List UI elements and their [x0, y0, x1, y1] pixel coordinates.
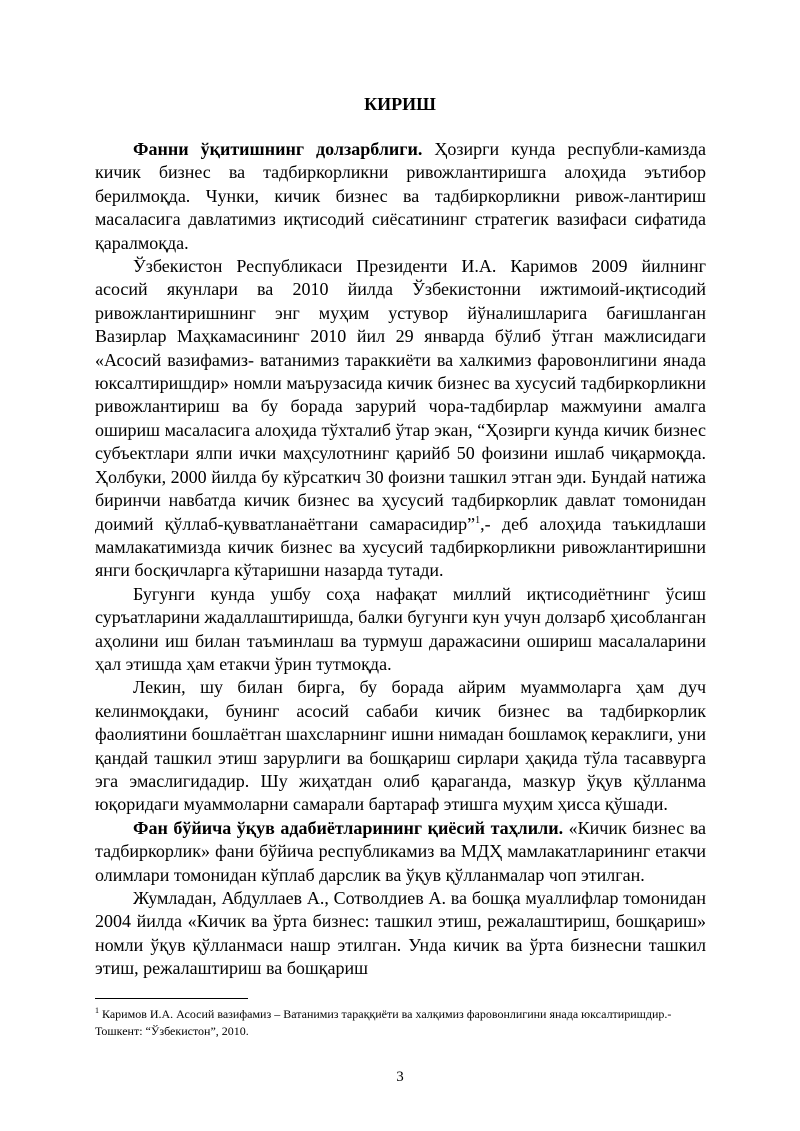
body-text — [95, 138, 706, 981]
paragraph-lead: Фанни ўқитишнинг долзарблиги. — [133, 139, 423, 159]
paragraph-today — [95, 583, 706, 677]
footnote — [95, 1006, 706, 1040]
paragraph-relevance — [95, 138, 706, 255]
footnote-separator — [95, 998, 248, 999]
page-title: КИРИШ — [364, 94, 436, 114]
paragraph-authors — [95, 887, 706, 981]
paragraph-problems — [95, 676, 706, 816]
footnote-reference[interactable]: 1 — [475, 514, 481, 526]
paragraph-text-continued: ,- деб алоҳида таъкидлаши мамлакатимизда кичик бизнес ва хусусий тадбиркорликни ривожлантиришни янги босқичларга кўтаришни назарда тутади. — [95, 513, 706, 581]
paragraph-text: Лекин, шу билан бирга, бу борада айрим муаммоларга ҳам дуч келинмоқдаки, бунинг асосий сабаби кичик бизнес ва тадбиркорлик фаолиятини бошлаётган шахсларнинг ишни нимадан бошламоқ кераклиги, уни қандай ташкил этиш зарурлиги ва бошқариш сирлари ҳақида тўла тасаввурга эга эмаслигидадир. Шу жиҳатдан олиб қараганда, мазкур ўқув қўлланма юқоридаги муаммоларни самарали бартараф этишга муҳим ҳисса қўшади. — [95, 677, 706, 815]
footnote-text: Каримов И.А. Асосий вазифамиз – Ватанимиз тараққиёти ва халқимиз фаровонлигини янада юксалтиришдир.- Тошкент: “Ўзбекистон”, 2010. — [95, 1007, 672, 1038]
footnote-marker: 1 — [95, 1006, 99, 1015]
paragraph-president-quote — [95, 255, 706, 583]
paragraph-text: Жумладан, Абдуллаев А., Сотволдиев А. ва бошқа муаллифлар томонидан 2004 йилда «Кичик ва ўрта бизнес: ташкил этиш, режалаштириш, бошқариш» номли ўқув қўлланмаси нашр этилган. Унда кичик ва ўрта бизнесни ташкил этиш, режалаштириш ва бошқариш — [95, 888, 706, 979]
page-number: 3 — [396, 1069, 404, 1085]
paragraph-text: Ҳозирги кунда республи-камизда кичик бизнес ва тадбиркорликни ривожлантиришга алоҳида эътибор берилмоқда. Чунки, кичик бизнес ва тадбиркорликни ривож-лантириш масаласига давлатимиз иқтисодий сиёсатининг стратегик вазифаси сифатида қаралмоқда. — [95, 139, 706, 253]
paragraph-text: Ўзбекистон Республикаси Президенти И.А. Каримов 2009 йилнинг асосий якунлари ва 2010 йилда Ўзбекистонни ижтимоий-иқтисодий ривожлантиришнинг энг муҳим устувор йўналишларига бағишланган Вазирлар Маҳкамасининг 2010 йил 29 январда бўлиб ўтган мажлисидаги «Асосий вазифамиз- ватанимиз тараккиёти ва халкимиз фаровонлигини янада юксалтиришдир» номли маърузасида кичик бизнес ва хусусий тадбиркорликни ривожлантириш ва бу борада зарурий чора-тадбирлар мажмуини амалга ошириш масаласига алоҳида тўхталиб ўтар экан, “Ҳозирги кунда кичик бизнес субъектлари ялпи ички маҳсулотнинг қарийб 50 фоизини ишлаб чиқармоқда. Ҳолбуки, 2000 йилда бу кўрсаткич 30 фоизни ташкил этган эди. Бундай натижа биринчи навбатда кичик бизнес ва ҳусусий тадбиркорлик давлат томонидан доимий қўллаб-қувватланаётгани самарасидир” — [95, 256, 706, 534]
paragraph-lead: Фан бўйича ўқув адабиётларининг қиёсий таҳлили. — [133, 817, 564, 838]
paragraph-text: «Кичик бизнес ва тадбиркорлик» фани бўйича республикамиз ва МДҲ мамлакатларининг етакчи олимлари томонидан кўплаб дарслик ва ўқув қўлланмалар чоп этилган. — [95, 817, 706, 885]
paragraph-text: Бугунги кунда ушбу соҳа нафақат миллий иқтисодиётнинг ўсиш суръатларини жадаллаштиришда, балки бугунги кун учун долзарб ҳисобланган аҳолини иш билан таъминлаш ва турмуш даражасини ошириш масалаларини ҳал этишда ҳам етакчи ўрин тутмоқда. — [95, 583, 706, 674]
paragraph-literature-analysis — [95, 817, 706, 887]
